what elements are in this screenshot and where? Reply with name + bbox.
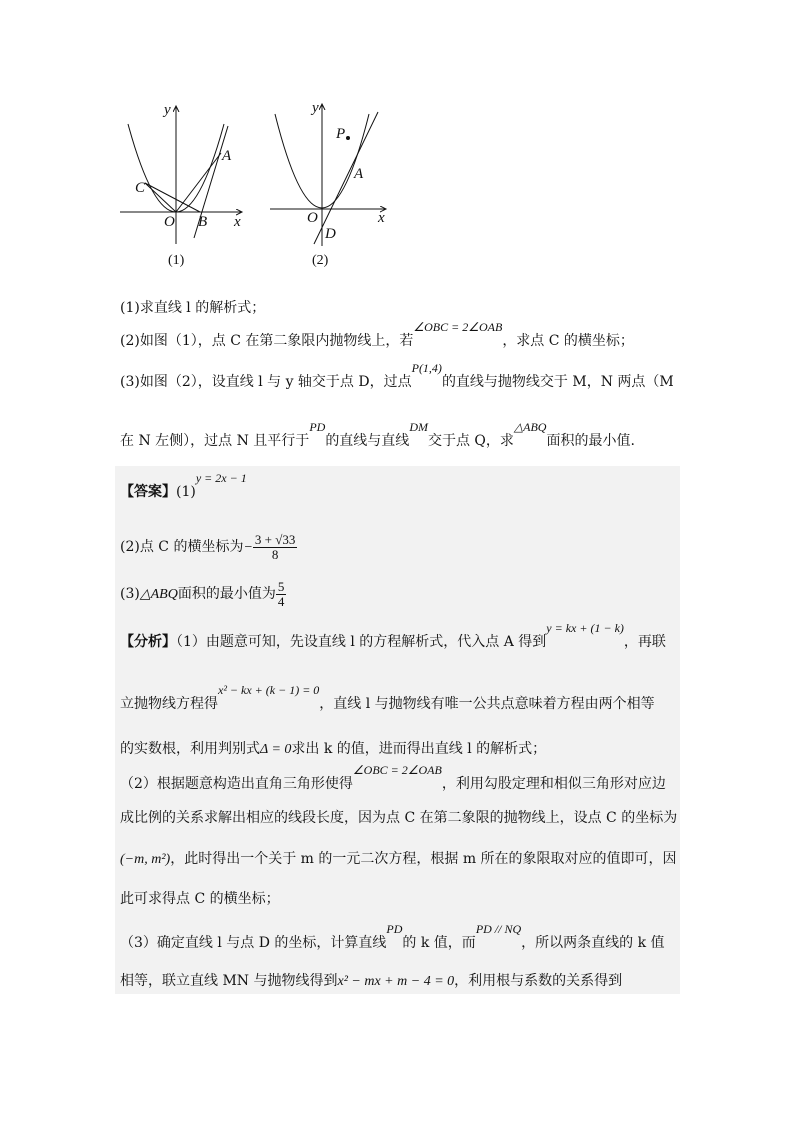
figure-1-caption: (1) [168,253,185,268]
analysis-label: 【分析】 [120,634,176,650]
question-3-line-2: 在 N 左侧），过点 N 且平行于PD的直线与直线DM交于点 Q，求△ABQ面积的最小值. [120,420,635,449]
label-b: B [198,214,208,230]
figure-2 [262,96,402,273]
label-p: P [336,126,346,142]
analysis-line-9: 相等，联立直线 MN 与抛物线得到x² − mx + m − 4 = 0，利用根与系数的关系得到 [120,973,623,989]
analysis-line-3: 的实数根，利用判别式Δ = 0求出 k 的值，进而得出直线 l 的解析式； [120,741,547,757]
angle-condition: ∠OBC = 2∠OAB [413,320,503,334]
answer-3: (3)△ABQ面积的最小值为 $\frac{5}{4}$ [120,578,285,609]
analysis-line-7: 此可求得点 C 的横坐标； [120,891,280,907]
label-o: O [164,214,175,230]
label-a: A [354,166,364,182]
label-x: x [234,214,241,230]
segment-cb [145,183,200,212]
label-a: A [222,148,232,164]
analysis-line-5: 成比例的关系求解出相应的线段长度，因为点 C 在第二象限的抛物线上，设点 C 的坐标为 [120,810,678,826]
analysis-line-4: （2）根据题意构造出直角三角形使得∠OBC = 2∠OAB，利用勾股定理和相似三角形对应边 [120,763,666,792]
point-p [346,136,350,140]
question-3-line-1: (3)如图（2），设直线 l 与 y 轴交于点 D，过点P(1,4)的直线与抛物线交于 M，N 两点（M [120,361,674,390]
label-y: y [164,102,171,118]
label-y: y [312,100,319,116]
analysis-line-2: 立抛物线方程得x² − kx + (k − 1) = 0，直线 l 与抛物线有唯一公共点意味着方程由两个相等 [120,683,655,712]
answer-1-formula: y = 2x − 1 [195,471,247,485]
analysis-line-8: （3）确定直线 l 与点 D 的坐标，计算直线PD的 k 值，而PD // NQ，所以两条直线的 k 值 [120,922,665,951]
label-x: x [378,210,385,226]
line-l [314,112,378,244]
answer-2: (2)点 C 的横坐标为− $\frac{3 + √33}{8}$ [120,531,296,562]
answer-1: 【答案】(1)y = 2x − 1 [120,471,247,500]
analysis-line-1: 【分析】（1）由题意可知，先设直线 l 的方程解析式，代入点 A 得到y = kx + (1 − k)，再联 [120,621,666,650]
label-d: D [325,226,336,242]
label-c: C [135,180,146,196]
answer-2-fraction: $\frac{3 + √33}{8}$ [254,531,296,562]
segment-co [145,183,176,212]
question-1: (1)求直线 l 的解析式； [120,300,266,316]
figure-2-caption: (2) [312,253,329,268]
answer-3-fraction: $\frac{5}{4}$ [277,578,285,609]
answer-label: 【答案】 [120,484,176,500]
point-p-coord: P(1,4) [411,361,442,375]
figure-1 [118,98,258,273]
analysis-line-6: (−m, m²)，此时得出一个关于 m 的一元二次方程，根据 m 所在的象限取对应的值即可，因 [120,851,677,867]
question-2: (2)如图（1），点 C 在第二象限内抛物线上，若∠OBC = 2∠OAB，求点 C 的横坐标； [120,320,634,349]
label-o: O [307,210,318,226]
